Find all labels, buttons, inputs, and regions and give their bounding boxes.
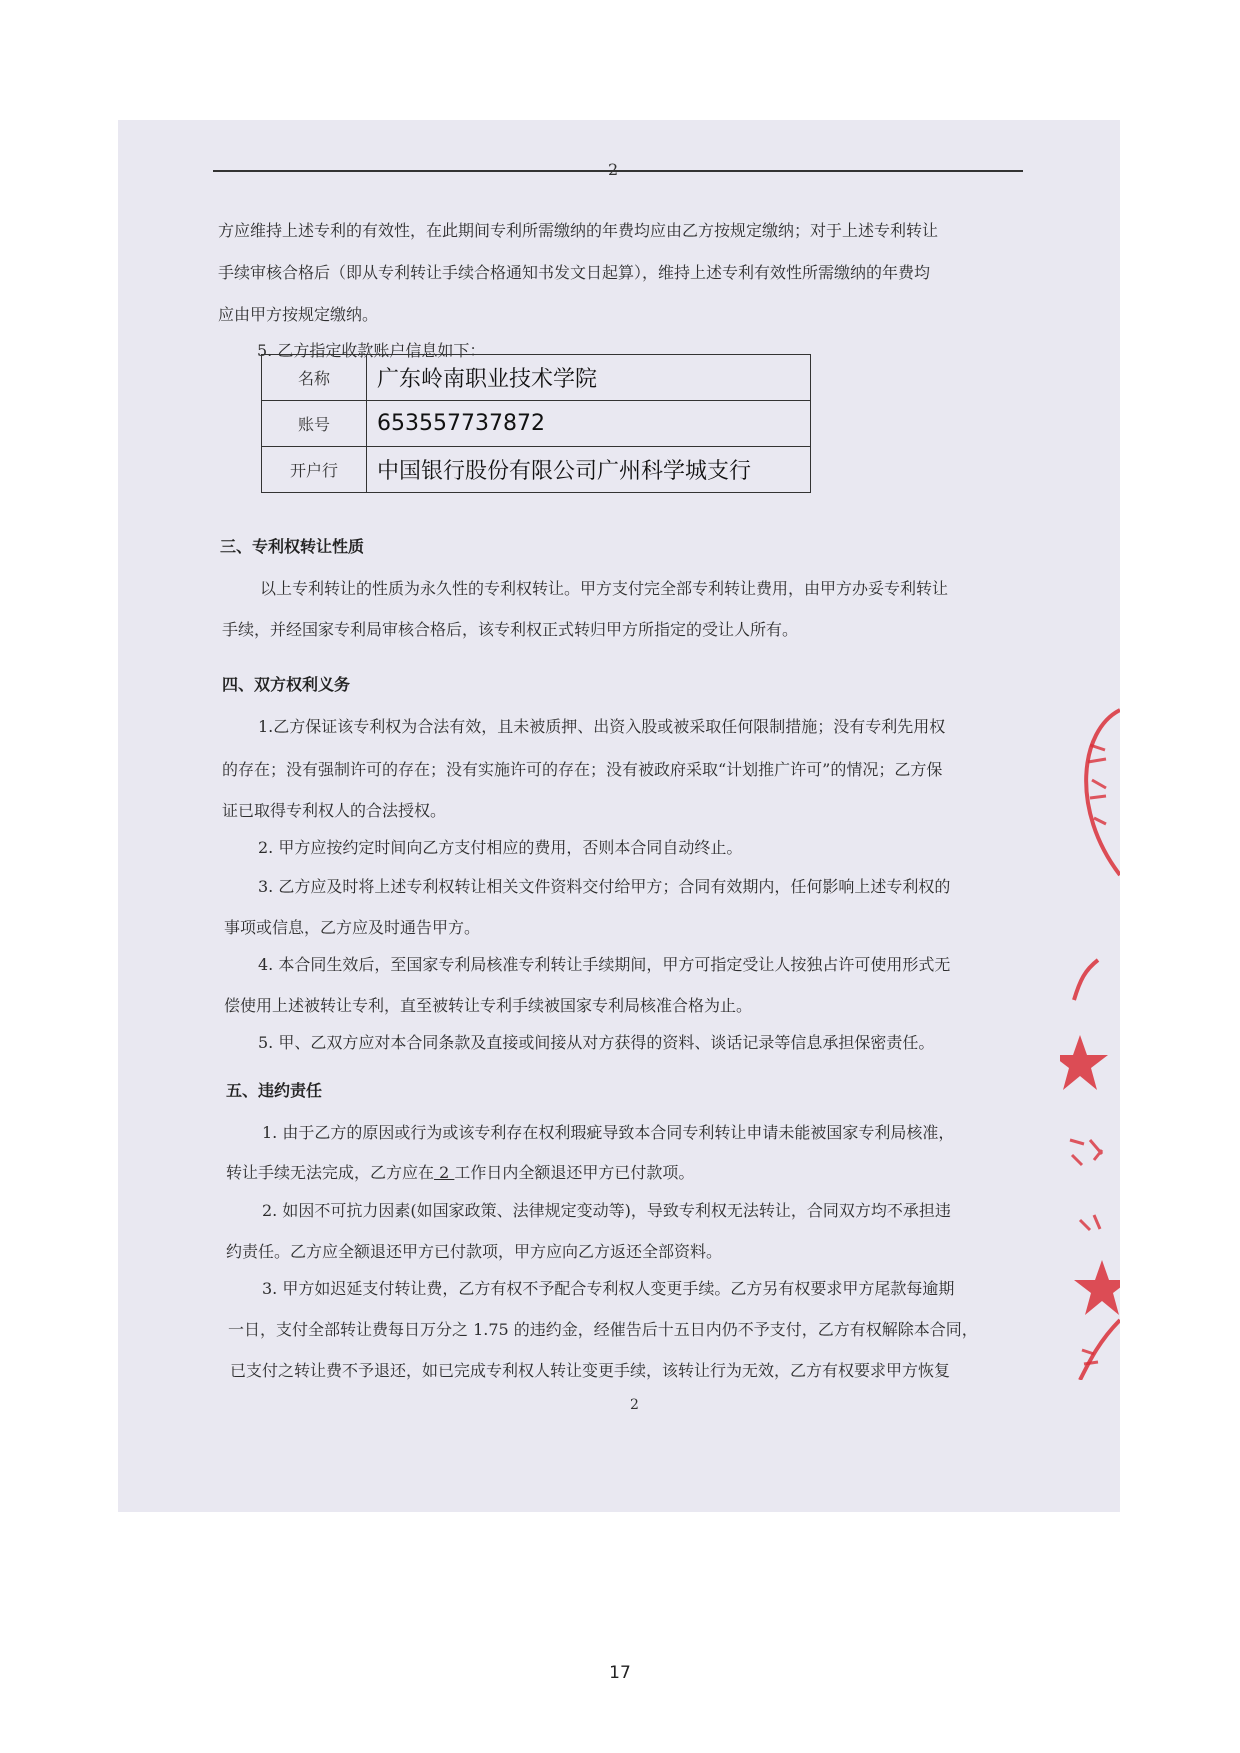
seal-star [1074,1260,1120,1315]
paragraph-line: 一日，支付全部转让费每日万分之 1.75 的违约金，经催告后十五日内仍不予支付，乙方有权解除本合同， [228,1320,978,1339]
days-value: 2 [434,1163,455,1182]
paragraph-line: 2. 甲方应按约定时间向乙方支付相应的费用，否则本合同自动终止。 [258,838,743,857]
section-heading: 五、违约责任 [226,1081,323,1100]
page-number: 17 [609,1663,631,1683]
account-label: 开户行 [262,447,367,493]
paragraph-line: 4. 本合同生效后，至国家专利局核准专利转让手续期间，甲方可指定受让人按独占许可使用形式无 [258,955,951,974]
text-run: 转让手续无法完成，乙方应在 [226,1163,435,1182]
paragraph-line: 3. 乙方应及时将上述专利权转让相关文件资料交付给甲方；合同有效期内，任何影响上述专利权的 [258,877,951,896]
header-page-marker: 2 [608,160,619,179]
section-heading: 四、双方权利义务 [222,675,351,694]
paragraph-line: 事项或信息，乙方应及时通告甲方。 [224,918,481,937]
account-value: 中国银行股份有限公司广州科学城支行 [367,447,811,493]
paragraph-line: 手续审核合格后（即从专利转让手续合格通知书发文日起算），维持上述专利有效性所需缴纳的年费均 [218,263,931,282]
seal-arc [1074,960,1098,1000]
paragraph-line: 5. 甲、乙双方应对本合同条款及直接或间接从对方获得的资料、谈话记录等信息承担保密责任。 [258,1033,935,1052]
header-rule [213,170,1023,172]
account-value: 653557737872 [367,401,811,447]
account-value: 广东岭南职业技术学院 [367,355,811,401]
paragraph-line: 的存在；没有强制许可的存在；没有实施许可的存在；没有被政府采取“计划推广许可”的情况；乙方保 [222,760,943,779]
paragraph-line: 应由甲方按规定缴纳。 [218,305,379,324]
table-row [262,401,811,447]
paragraph-line: 以上专利转让的性质为永久性的专利权转让。甲方支付完全部专利转让费用，由甲方办妥专利转让 [260,579,949,598]
paragraph-line: 手续，并经国家专利局审核合格后，该专利权正式转归甲方所指定的受让人所有。 [222,620,799,639]
text-run: 工作日内全额退还甲方已付款项。 [454,1163,695,1182]
paragraph-line: 约责任。乙方应全额退还甲方已付款项，甲方应向乙方返还全部资料。 [226,1242,723,1261]
inner-page-number: 2 [630,1397,639,1413]
seal-star [1060,1035,1108,1090]
paragraph-line [226,1160,694,1183]
seal-glyph [1070,1140,1102,1165]
paragraph-line: 已支付之转让费不予退还，如已完成专利权人转让变更手续，该转让行为无效，乙方有权要求甲方恢复 [230,1361,951,1380]
paragraph-line: 1. 由于乙方的原因或行为或该专利存在权利瑕疵导致本合同专利转让申请未能被国家专利局核准， [262,1123,955,1142]
account-table [261,354,811,493]
table-row [262,447,811,493]
seal-glyph [1080,1215,1100,1230]
paragraph-line: 偿使用上述被转让专利，直至被转让专利手续被国家专利局核准合格为止。 [224,996,753,1015]
account-label: 名称 [262,355,367,401]
account-intro: 5. 乙方指定收款账户信息如下： [257,341,486,360]
table-row [262,355,811,401]
seal-arc [1086,710,1120,875]
paragraph-line: 证已取得专利权人的合法授权。 [222,801,447,820]
account-label: 账号 [262,401,367,447]
section-heading: 三、专利权转让性质 [220,537,365,556]
paragraph-line: 2. 如因不可抗力因素(如国家政策、法律规定变动等)，导致专利权无法转让，合同双方均不承担违 [262,1201,951,1220]
paragraph-line: 1.乙方保证该专利权为合法有效，且未被质押、出资入股或被采取任何限制措施；没有专利先用权 [258,717,946,736]
red-seal-icon [1060,700,1120,1380]
paragraph-line: 3. 甲方如迟延支付转让费，乙方有权不予配合专利权人变更手续。乙方另有权要求甲方尾款每逾期 [262,1279,955,1298]
paragraph-line: 方应维持上述专利的有效性，在此期间专利所需缴纳的年费均应由乙方按规定缴纳；对于上述专利转让 [218,221,939,240]
